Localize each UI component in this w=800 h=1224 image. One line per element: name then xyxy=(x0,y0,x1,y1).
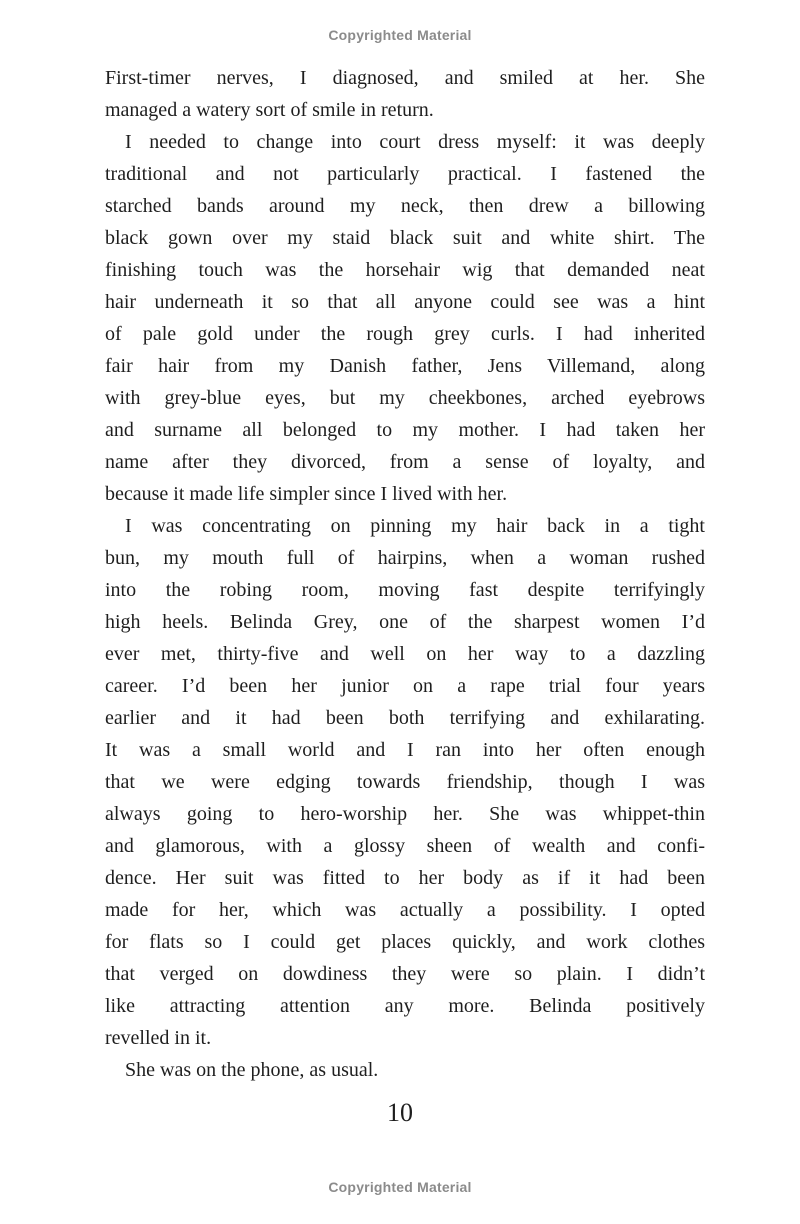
page-body xyxy=(105,62,705,1086)
text-line: that verged on dowdiness they were so plain. I didn’t xyxy=(105,963,705,985)
text-line: revelled in it. xyxy=(105,1027,212,1049)
text-line: traditional and not particularly practical. I fastened the xyxy=(105,163,705,185)
text-line: always going to hero-worship her. She was whippet-thin xyxy=(105,803,705,825)
text-line: name after they divorced, from a sense of loyalty, and xyxy=(105,451,705,473)
text-line: managed a watery sort of smile in return. xyxy=(105,99,434,121)
text-line: I was concentrating on pinning my hair back in a tight xyxy=(125,515,705,537)
text-line: career. I’d been her junior on a rape trial four years xyxy=(105,675,705,697)
text-line: starched bands around my neck, then drew a billowing xyxy=(105,195,705,217)
text-line: hair underneath it so that all anyone could see was a hint xyxy=(105,291,705,313)
text-line: and surname all belonged to my mother. I had taken her xyxy=(105,419,705,441)
text-line: black gown over my staid black suit and white shirt. The xyxy=(105,227,705,249)
text-line: fair hair from my Danish father, Jens Villemand, along xyxy=(105,355,705,377)
text-line: high heels. Belinda Grey, one of the sharpest women I’d xyxy=(105,611,705,633)
copyright-notice-bottom: Copyrighted Material xyxy=(328,1179,472,1195)
text-line: made for her, which was actually a possibility. I opted xyxy=(105,899,705,921)
text-line: for flats so I could get places quickly, and work clothes xyxy=(105,931,705,953)
text-line: of pale gold under the rough grey curls. I had inherited xyxy=(105,323,705,345)
text-line: finishing touch was the horsehair wig that demanded neat xyxy=(105,259,705,281)
text-line: into the robing room, moving fast despite terrifyingly xyxy=(105,579,705,601)
text-line: It was a small world and I ran into her often enough xyxy=(105,739,705,761)
text-line: and glamorous, with a glossy sheen of wealth and confi- xyxy=(105,835,705,857)
text-line: dence. Her suit was fitted to her body as if it had been xyxy=(105,867,705,889)
text-line: I needed to change into court dress myself: it was deeply xyxy=(125,131,705,153)
text-line: bun, my mouth full of hairpins, when a woman rushed xyxy=(105,547,705,569)
text-line: like attracting attention any more. Belinda positively xyxy=(105,995,705,1017)
text-line: with grey-blue eyes, but my cheekbones, arched eyebrows xyxy=(105,387,705,409)
text-line: because it made life simpler since I lived with her. xyxy=(105,483,508,505)
text-line: that we were edging towards friendship, though I was xyxy=(105,771,705,793)
text-line: ever met, thirty-five and well on her way to a dazzling xyxy=(105,643,705,665)
copyright-notice-top: Copyrighted Material xyxy=(328,27,472,43)
text-line: First-timer nerves, I diagnosed, and smiled at her. She xyxy=(105,67,705,89)
text-line: She was on the phone, as usual. xyxy=(125,1059,379,1081)
page-number: 10 xyxy=(387,1098,413,1127)
text-line: earlier and it had been both terrifying and exhilarating. xyxy=(105,707,705,729)
